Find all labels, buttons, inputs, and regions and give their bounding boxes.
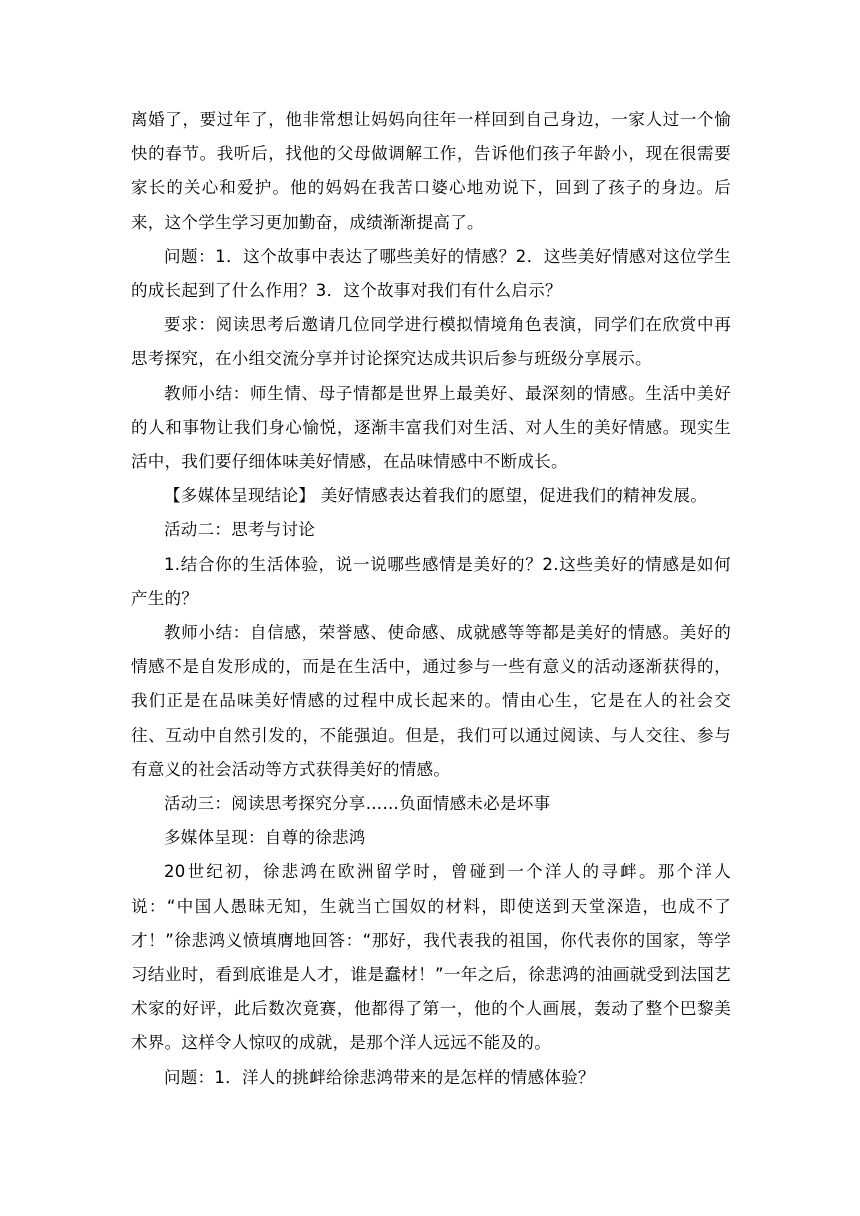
paragraph-requirements: 要求：阅读思考后邀请几位同学进行模拟情境角色表演，同学们在欣赏中再思考探究，在小组交流分享并讨论探究达成共识后参与班级分享展示。	[131, 315, 731, 369]
document-body	[131, 103, 731, 1095]
heading-activity-two: 活动二：思考与讨论	[164, 520, 316, 540]
paragraph-multimedia-conclusion: 【多媒体呈现结论】 美好情感表达着我们的愿望，促进我们的精神发展。	[164, 486, 708, 506]
paragraph-multimedia-xu-beihong: 多媒体呈现：自尊的徐悲鸿	[164, 828, 366, 848]
paragraph-teacher-summary-1: 教师小结：师生情、母子情都是世界上最美好、最深刻的情感。生活中美好的人和事物让我们身心愉悦，逐渐丰富我们对生活、对人生的美好情感。现实生活中，我们要仔细体味美好情感，在品味情感中不断成长。	[131, 383, 731, 472]
paragraph-questions-2: 问题：1．洋人的挑衅给徐悲鸿带来的是怎样的情感体验？	[164, 1067, 595, 1087]
paragraph-xu-beihong-story: 20世纪初，徐悲鸿在欧洲留学时，曾碰到一个洋人的寻衅。那个洋人说：“中国人愚昧无知，生就当亡国奴的材料，即使送到天堂深造，也成不了才！”徐悲鸿义愤填膺地回答：“那好，我代表我的祖国，你代表你的国家，等学习结业时，看到底谁是人才，谁是蠢材！”一年之后，徐悲鸿的油画就受到法国艺术家的好评，此后数次竟赛，他都得了第一，他的个人画展，轰动了整个巴黎美术界。这样令人惊叹的成就，是那个洋人远远不能及的。	[131, 862, 731, 1053]
paragraph-story-continued: 离婚了，要过年了，他非常想让妈妈向往年一样回到自己身边，一家人过一个愉快的春节。我听后，找他的父母做调解工作，告诉他们孩子年龄小，现在很需要家长的关心和爱护。他的妈妈在我苦口婆心地劝说下，回到了孩子的身边。后来，这个学生学习更加勤奋，成绩渐渐提高了。	[131, 110, 731, 232]
heading-activity-three: 活动三：阅读思考探究分享……负面情感未必是坏事	[164, 794, 551, 814]
paragraph-activity-two-questions: 1.结合你的生活体验，说一说哪些感情是美好的？2.这些美好的情感是如何产生的？	[131, 554, 731, 608]
paragraph-teacher-summary-2: 教师小结：自信感，荣誉感、使命感、成就感等等都是美好的情感。美好的情感不是自发形成的，而是在生活中，通过参与一些有意义的活动逐渐获得的，我们正是在品味美好情感的过程中成长起来的。情由心生，它是在人的社会交往、互动中自然引发的，不能强迫。但是，我们可以通过阅读、与人交往、参与有意义的社会活动等方式获得美好的情感。	[131, 623, 731, 779]
paragraph-questions-1: 问题：1．这个故事中表达了哪些美好的情感？2．这些美好情感对这位学生的成长起到了什么作用？3．这个故事对我们有什么启示？	[131, 246, 731, 301]
